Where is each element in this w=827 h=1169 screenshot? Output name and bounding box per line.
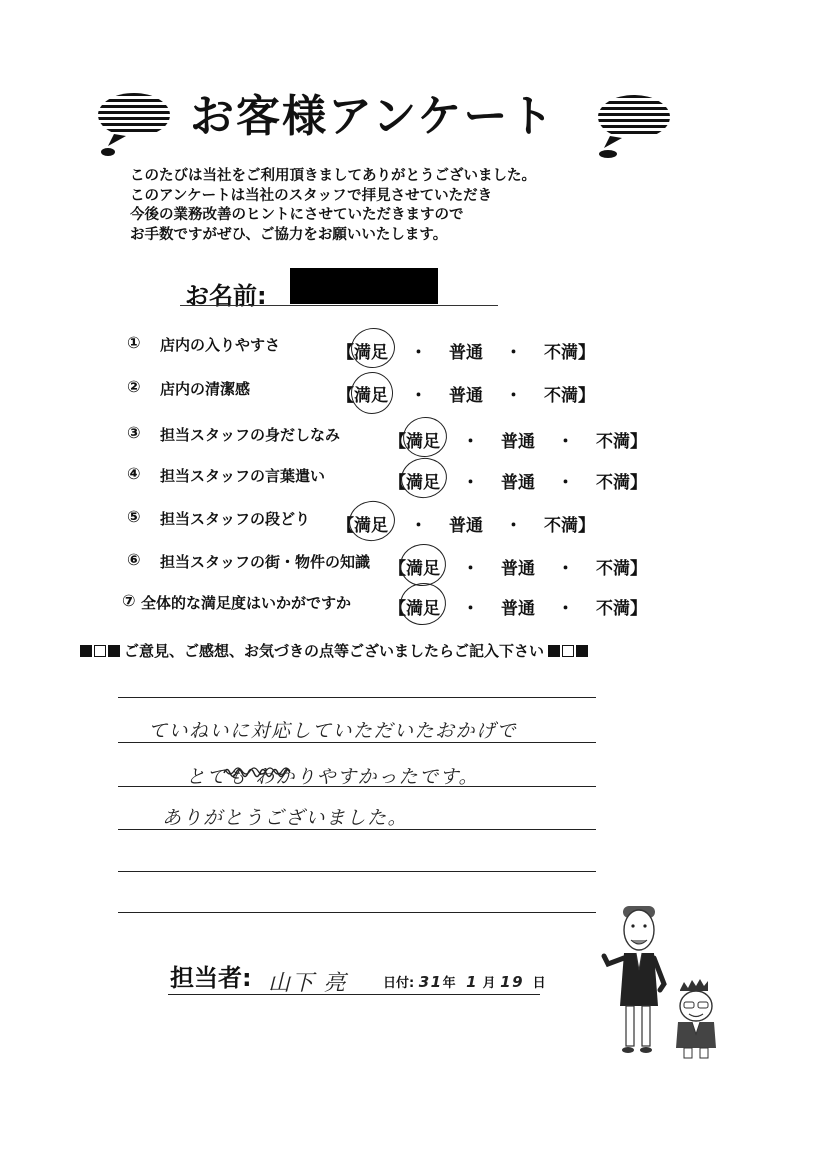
question-text: 担当スタッフの身だしなみ <box>160 426 341 444</box>
bracket-open: 【 <box>337 386 354 406</box>
option-separator: ・ <box>505 343 522 363</box>
option-separator: ・ <box>557 559 574 579</box>
bracket-close: 】 <box>630 432 647 452</box>
question-text: 全体的な満足度はいかがですか <box>141 594 352 612</box>
option-separator: ・ <box>557 599 574 619</box>
question-number: ② <box>127 377 141 396</box>
square-outline-icon <box>94 645 106 657</box>
option-separator: ・ <box>557 473 574 493</box>
question-text: 担当スタッフの言葉遣い <box>160 467 326 485</box>
option-satisfied[interactable]: 満足 <box>354 516 388 536</box>
handwritten-comment-line: ていねいに対応していただいたおかげで <box>148 720 518 742</box>
option-normal[interactable]: 普通 <box>449 386 483 406</box>
bracket-open: 【 <box>389 473 406 493</box>
square-filled-icon <box>108 645 120 657</box>
bracket-open: 【 <box>389 432 406 452</box>
option-separator: ・ <box>505 516 522 536</box>
option-separator: ・ <box>410 516 427 536</box>
intro-line: このアンケートは当社のスタッフで拝見させていただき <box>130 187 493 204</box>
comment-section-header <box>80 640 590 661</box>
option-separator: ・ <box>557 432 574 452</box>
question-text: 担当スタッフの街・物件の知識 <box>160 553 371 571</box>
name-redaction <box>290 268 438 304</box>
option-dissatisfied[interactable]: 不満 <box>544 343 578 363</box>
option-dissatisfied[interactable]: 不満 <box>544 516 578 536</box>
staff-underline <box>168 994 540 995</box>
scribble-icon <box>222 764 294 780</box>
option-normal[interactable]: 普通 <box>501 432 535 452</box>
square-filled-icon <box>80 645 92 657</box>
option-separator: ・ <box>462 432 479 452</box>
square-filled-icon <box>576 645 588 657</box>
option-satisfied[interactable]: 満足 <box>406 473 440 493</box>
bracket-open: 【 <box>337 343 354 363</box>
option-separator: ・ <box>410 386 427 406</box>
bracket-close: 】 <box>630 559 647 579</box>
question-number: ③ <box>127 423 141 442</box>
option-dissatisfied[interactable]: 不満 <box>544 386 578 406</box>
comment-line <box>118 871 596 872</box>
speech-bubble-right-icon <box>594 92 674 162</box>
date-day: 19 <box>500 973 525 991</box>
name-underline <box>180 305 498 306</box>
bracket-open: 【 <box>337 516 354 536</box>
comment-line <box>118 697 596 698</box>
comment-header-text: ご意見、ご感想、お気づきの点等ございましたらご記入下さい <box>124 642 545 660</box>
date-day-unit: 日 <box>532 976 546 991</box>
question-number: ⑥ <box>127 550 141 569</box>
option-normal[interactable]: 普通 <box>449 516 483 536</box>
answer-circle-icon <box>397 541 448 589</box>
answer-circle-icon <box>400 414 449 460</box>
question-number: ⑤ <box>127 507 141 526</box>
option-separator: ・ <box>462 599 479 619</box>
intro-text <box>130 167 536 245</box>
bracket-close: 】 <box>578 516 595 536</box>
option-dissatisfied[interactable]: 不満 <box>596 432 630 452</box>
question-text: 店内の入りやすさ <box>160 336 281 354</box>
intro-line: お手数ですがぜひ、ご協力をお願いいたします。 <box>130 226 448 243</box>
date-month: 1 <box>466 973 479 991</box>
option-separator: ・ <box>505 386 522 406</box>
date-year-unit: 年 <box>442 976 456 991</box>
answer-circle-icon <box>398 455 449 501</box>
option-normal[interactable]: 普通 <box>449 343 483 363</box>
date-year: 31 <box>418 973 443 991</box>
comment-line <box>118 912 596 913</box>
option-normal[interactable]: 普通 <box>501 559 535 579</box>
square-filled-icon <box>548 645 560 657</box>
option-satisfied[interactable]: 満足 <box>406 432 440 452</box>
option-separator: ・ <box>462 473 479 493</box>
option-satisfied[interactable]: 満足 <box>406 599 440 619</box>
date-field <box>383 972 546 991</box>
option-normal[interactable]: 普通 <box>501 599 535 619</box>
answer-circle-icon <box>346 498 397 544</box>
handwritten-comment-line: とても わかりやすかったです。 <box>186 766 480 788</box>
option-dissatisfied[interactable]: 不満 <box>596 559 630 579</box>
option-dissatisfied[interactable]: 不満 <box>596 473 630 493</box>
answer-circle-icon <box>348 369 395 416</box>
option-separator: ・ <box>410 343 427 363</box>
bracket-close: 】 <box>578 343 595 363</box>
speech-bubble-left-icon <box>96 90 176 160</box>
intro-line: 今後の業務改善のヒントにさせていただきますので <box>130 207 464 223</box>
date-month-unit: 月 <box>482 976 496 991</box>
option-satisfied[interactable]: 満足 <box>406 559 440 579</box>
option-separator: ・ <box>462 559 479 579</box>
option-dissatisfied[interactable]: 不満 <box>596 599 630 619</box>
staff-label: 担当者: <box>170 964 252 992</box>
answer-circle-icon <box>348 325 397 371</box>
name-label: お名前: <box>185 282 267 310</box>
staff-name: 山下 亮 <box>268 971 347 996</box>
date-label: 日付: <box>383 976 415 991</box>
question-text: 店内の清潔感 <box>160 380 251 398</box>
handwritten-comment-line: ありがとうございました。 <box>162 807 409 829</box>
bracket-close: 】 <box>578 386 595 406</box>
question-number: ⑦ <box>122 591 136 610</box>
square-outline-icon <box>562 645 574 657</box>
option-satisfied[interactable]: 満足 <box>354 386 388 406</box>
bracket-close: 】 <box>630 473 647 493</box>
bracket-open: 【 <box>389 559 406 579</box>
question-text: 担当スタッフの段どり <box>160 510 311 528</box>
intro-line: このたびは当社をご利用頂きましてありがとうございました。 <box>130 168 536 184</box>
page-title: お客様アンケート <box>190 91 556 142</box>
option-satisfied[interactable]: 満足 <box>354 343 388 363</box>
question-number: ④ <box>127 464 141 483</box>
answer-circle-icon <box>397 580 448 628</box>
option-normal[interactable]: 普通 <box>501 473 535 493</box>
question-number: ① <box>127 333 141 352</box>
staff-character-illustration-icon <box>598 898 728 1063</box>
bracket-close: 】 <box>630 599 647 619</box>
bracket-open: 【 <box>389 599 406 619</box>
